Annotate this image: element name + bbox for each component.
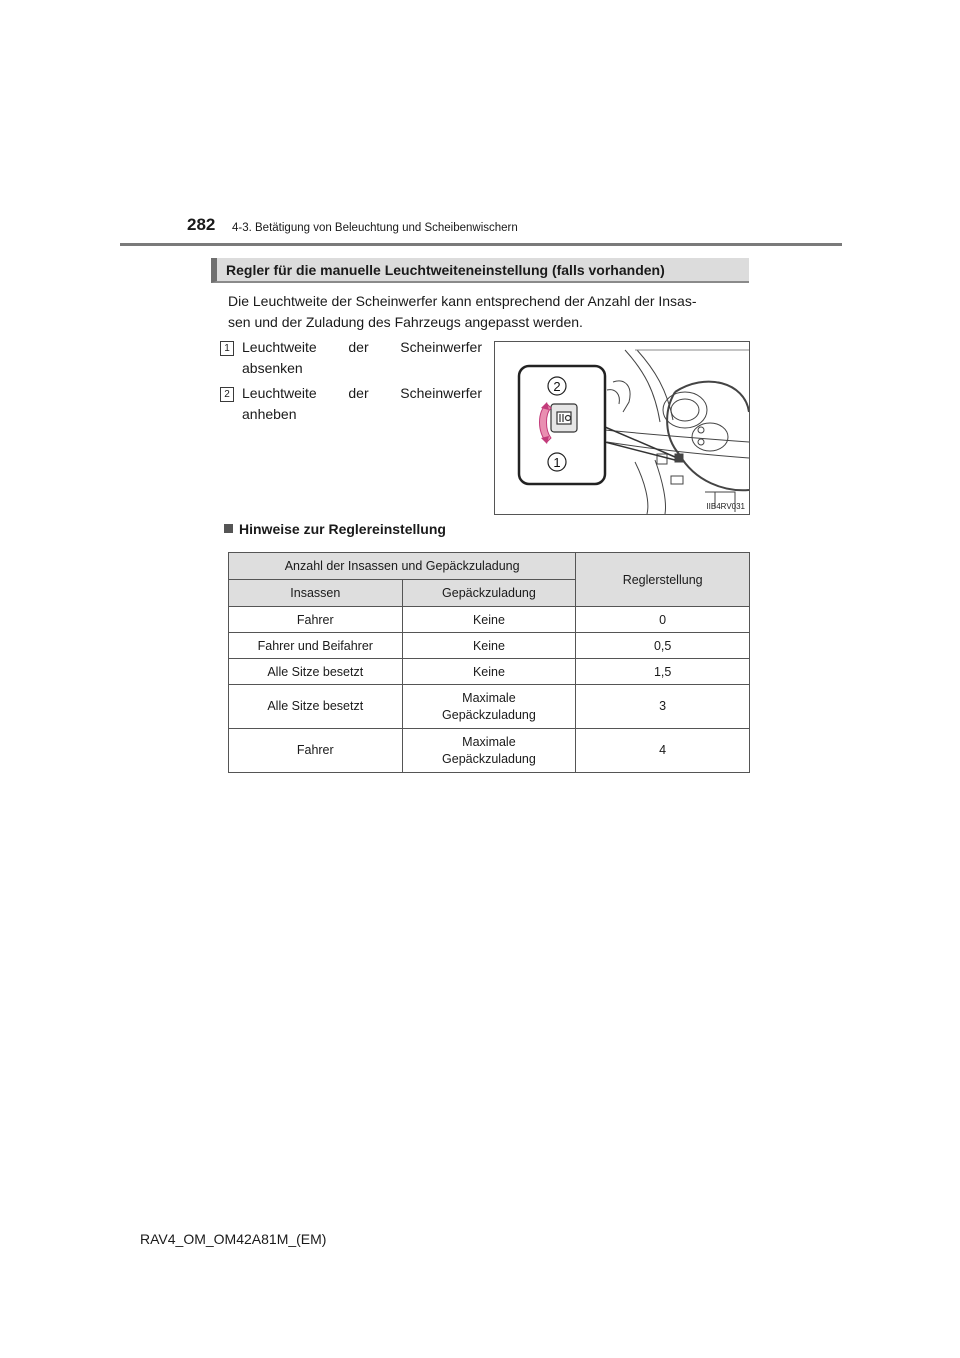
table-row (229, 659, 750, 685)
cell-occupants: Fahrer (229, 607, 403, 633)
subsection-heading-text: Hinweise zur Reglereinstellung (239, 521, 446, 537)
cell-luggage-line-2: Gepäckzuladung (442, 751, 536, 766)
step-text (242, 383, 482, 425)
dashboard-illustration (494, 341, 750, 515)
header-group: Anzahl der Insassen und Gepäckzuladung (229, 553, 576, 580)
cell-luggage-line-1: Maximale (462, 690, 516, 705)
step-number-badge: 2 (220, 387, 234, 402)
square-bullet-icon (224, 524, 233, 533)
section-heading-text: Regler für die manuelle Leuchtweiteneinstellung (falls vorhanden) (226, 262, 665, 278)
step-text (242, 337, 482, 379)
table-row (229, 729, 750, 773)
cell-setting: 1,5 (576, 659, 750, 685)
step-text-line-2: absenken (242, 360, 303, 376)
step-number-badge: 1 (220, 341, 234, 356)
cell-occupants: Fahrer und Beifahrer (229, 633, 403, 659)
adjustment-table (228, 552, 750, 773)
step-text-line-2: anheben (242, 406, 297, 422)
cell-setting: 4 (576, 729, 750, 773)
cell-occupants: Alle Sitze besetzt (229, 685, 403, 729)
page-number: 282 (187, 215, 216, 234)
step-text-line-1: Leuchtweite der Scheinwerfer (242, 385, 482, 401)
cell-setting: 0,5 (576, 633, 750, 659)
callout-label-2: 2 (553, 379, 561, 394)
cell-luggage (402, 729, 576, 773)
step-2 (220, 383, 482, 425)
header-luggage: Gepäckzuladung (402, 580, 576, 607)
header-occupants: Insassen (229, 580, 403, 607)
header-setting: Reglerstellung (576, 553, 750, 607)
cell-setting: 3 (576, 685, 750, 729)
cell-luggage: Keine (402, 659, 576, 685)
chapter-title: 4-3. Betätigung von Beleuchtung und Scheibenwischern (232, 222, 518, 234)
intro-line-2: sen und der Zuladung des Fahrzeugs angepasst werden. (228, 314, 583, 330)
section-heading (211, 258, 749, 283)
figure-code: IIB4RV031 (706, 502, 745, 511)
cell-setting: 0 (576, 607, 750, 633)
cell-occupants: Alle Sitze besetzt (229, 659, 403, 685)
footer-model-code: RAV4_OM_OM42A81M_(EM) (140, 1231, 327, 1247)
cell-luggage: Keine (402, 633, 576, 659)
dashboard-line-drawing (495, 342, 749, 514)
cell-luggage: Keine (402, 607, 576, 633)
table-row (229, 685, 750, 729)
callout-label-1: 1 (553, 455, 561, 470)
cell-luggage-line-2: Gepäckzuladung (442, 707, 536, 722)
cell-occupants: Fahrer (229, 729, 403, 773)
intro-line-1: Die Leuchtweite der Scheinwerfer kann entsprechend der Anzahl der Insas- (228, 293, 697, 309)
cell-luggage-line-1: Maximale (462, 734, 516, 749)
intro-paragraph (228, 291, 748, 333)
step-text-line-1: Leuchtweite der Scheinwerfer (242, 339, 482, 355)
header-divider (120, 243, 842, 246)
cell-luggage (402, 685, 576, 729)
subsection-heading (224, 521, 446, 537)
table-row (229, 607, 750, 633)
table-row (229, 633, 750, 659)
step-1 (220, 337, 482, 379)
